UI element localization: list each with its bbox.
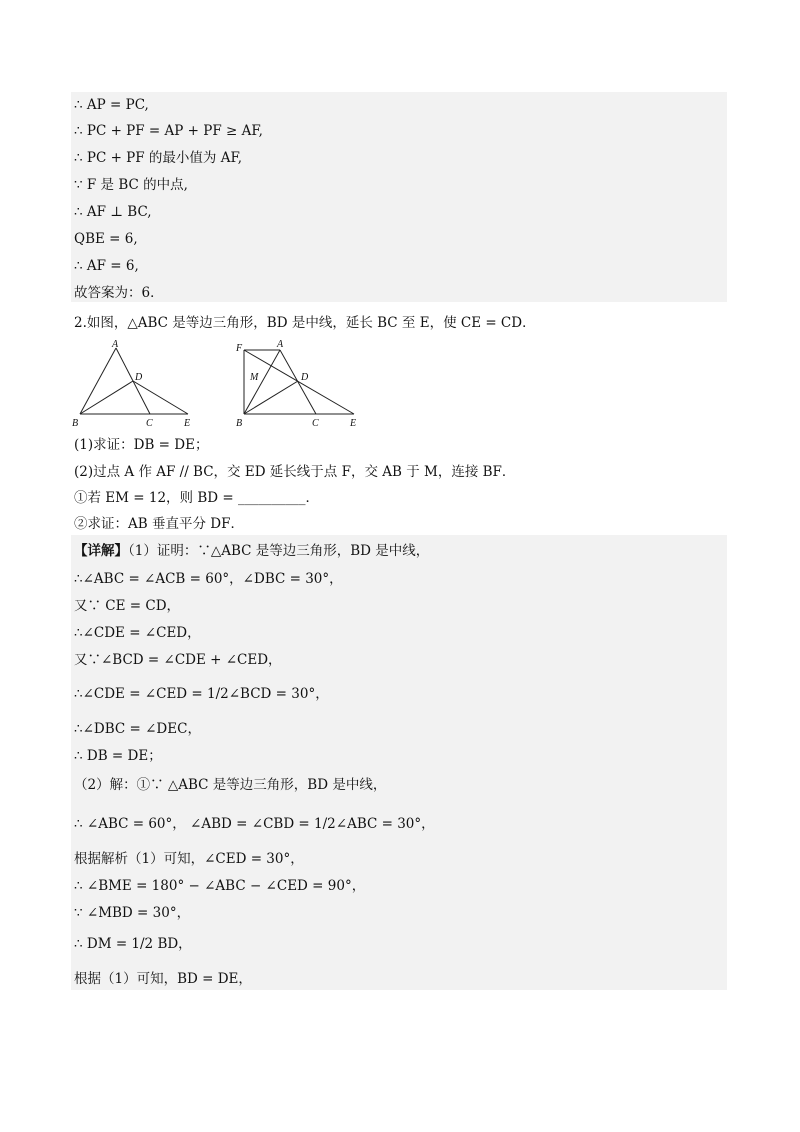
solution-line-11: 根据解析（1）可知，∠CED = 30°，	[74, 851, 304, 867]
solution-line-1-text: （1）证明：∵△ABC 是等边三角形，BD 是中线，	[128, 543, 430, 559]
fig1-label-a: A	[112, 339, 119, 350]
fig2-label-e: E	[350, 418, 357, 429]
fig1-label-c: C	[146, 418, 153, 429]
solution-header: 【详解】	[74, 543, 128, 559]
top-line-5: ∴ AF ⊥ BC,	[74, 204, 152, 220]
figure-2-diagram	[228, 338, 368, 430]
top-line-7: ∴ AF = 6,	[74, 258, 139, 274]
fig2-label-f: F	[236, 343, 243, 354]
solution-line-8: ∴ DB = DE；	[74, 748, 162, 764]
top-line-1: ∴ AP = PC,	[74, 97, 149, 113]
problem-sub-2: ②求证：AB 垂直平分 DF．	[74, 516, 244, 532]
solution-line-15: 根据（1）可知，BD = DE，	[74, 971, 252, 987]
solution-line-1	[74, 542, 429, 560]
solution-line-6: ∴∠CDE = ∠CED = 1/2∠BCD = 30°，	[74, 686, 329, 702]
solution-line-9: （2）解：①∵ △ABC 是等边三角形，BD 是中线，	[74, 777, 387, 793]
problem-part-1: (1)求证：DB = DE；	[74, 437, 209, 453]
fig1-label-d: D	[135, 372, 143, 383]
top-line-4: ∵ F 是 BC 的中点,	[74, 177, 188, 193]
top-line-6: QBE = 6,	[74, 231, 138, 247]
fig2-label-m: M	[250, 372, 259, 383]
top-line-8: 故答案为：6．	[74, 285, 164, 301]
fig1-label-e: E	[184, 418, 191, 429]
fig2-label-b: B	[236, 418, 243, 429]
solution-line-13: ∵ ∠MBD = 30°，	[74, 905, 191, 921]
solution-line-3: 又∵ CE = CD，	[74, 598, 181, 614]
problem-sub-1: ①若 EM = 12，则 BD = __________．	[74, 490, 319, 506]
solution-line-14: ∴ DM = 1/2 BD，	[74, 936, 192, 952]
solution-line-4: ∴∠CDE = ∠CED，	[74, 625, 201, 641]
solution-line-7: ∴∠DBC = ∠DEC，	[74, 721, 201, 737]
fig2-label-d: D	[301, 372, 309, 383]
solution-line-2: ∴∠ABC = ∠ACB = 60°，∠DBC = 30°，	[74, 571, 343, 587]
solution-line-10: ∴ ∠ABC = 60°， ∠ABD = ∠CBD = 1/2∠ABC = 30°，	[74, 816, 435, 832]
solution-line-12: ∴ ∠BME = 180° − ∠ABC − ∠CED = 90°，	[74, 878, 366, 894]
problem-stem: 2.如图，△ABC 是等边三角形，BD 是中线，延长 BC 至 E，使 CE = CD．	[74, 315, 536, 331]
fig2-label-a: A	[277, 339, 284, 350]
top-line-3: ∴ PC + PF 的最小值为 AF,	[74, 150, 243, 166]
fig1-label-b: B	[72, 418, 79, 429]
fig2-label-c: C	[312, 418, 319, 429]
problem-part-2: (2)过点 A 作 AF // BC，交 ED 延长线于点 F，交 AB 于 M，连接 BF．	[74, 464, 516, 480]
top-line-2: ∴ PC + PF = AP + PF ≥ AF,	[74, 123, 263, 139]
solution-line-5: 又∵∠BCD = ∠CDE + ∠CED，	[74, 652, 282, 668]
figure-1-diagram	[68, 338, 198, 430]
